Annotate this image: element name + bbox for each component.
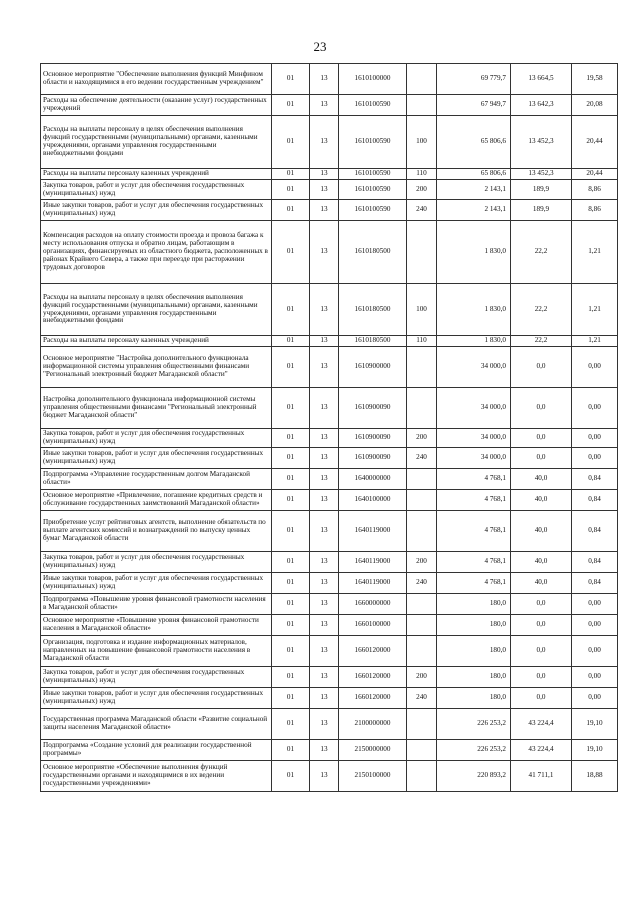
cell-csr: 1640119000 (339, 572, 407, 593)
cell-plan: 180,0 (437, 614, 511, 635)
cell-csr: 1660000000 (339, 593, 407, 614)
cell-fact: 0,0 (511, 614, 572, 635)
cell-vr: 240 (407, 572, 437, 593)
cell-plan: 4 768,1 (437, 551, 511, 572)
cell-plan: 34 000,0 (437, 447, 511, 468)
cell-rz: 01 (272, 551, 310, 572)
cell-plan: 1 830,0 (437, 221, 511, 284)
cell-csr: 1610180500 (339, 336, 407, 347)
cell-pct: 1,21 (572, 336, 618, 347)
cell-pr: 13 (310, 336, 339, 347)
cell-pr: 13 (310, 116, 339, 169)
cell-csr: 1640000000 (339, 468, 407, 489)
cell-name: Основное мероприятие "Настройка дополнительного функционала информационной системы управления общественными финансами "Региональный электронный бюджет Магаданской области" (41, 347, 272, 388)
cell-name: Подпрограмма «Создание условий для реализации государственной программы» (41, 739, 272, 760)
cell-vr (407, 614, 437, 635)
table-row (41, 284, 618, 336)
cell-vr (407, 468, 437, 489)
cell-pct: 0,00 (572, 447, 618, 468)
cell-rz: 01 (272, 388, 310, 429)
cell-csr: 1660100000 (339, 614, 407, 635)
cell-pr: 13 (310, 666, 339, 687)
cell-pr: 13 (310, 388, 339, 429)
cell-pct: 0,00 (572, 347, 618, 388)
page-number: 23 (313, 39, 327, 54)
table-row (41, 708, 618, 739)
cell-name: Закупка товаров, работ и услуг для обеспечения государственных (муниципальных) нужд (41, 551, 272, 572)
cell-name: Закупка товаров, работ и услуг для обеспечения государственных (муниципальных) нужд (41, 429, 272, 448)
table-row (41, 666, 618, 687)
cell-csr: 1660120000 (339, 666, 407, 687)
cell-rz: 01 (272, 614, 310, 635)
cell-pr: 13 (310, 687, 339, 708)
cell-rz: 01 (272, 116, 310, 169)
cell-name: Основное мероприятие "Обеспечение выполнения функций Минфином области и находящимися в его ведении государственным учреждением" (41, 64, 272, 95)
cell-pr: 13 (310, 64, 339, 95)
cell-plan: 4 768,1 (437, 572, 511, 593)
cell-vr: 240 (407, 200, 437, 221)
cell-pct: 0,00 (572, 635, 618, 666)
cell-vr: 200 (407, 180, 437, 200)
cell-vr (407, 347, 437, 388)
cell-csr: 1610100590 (339, 116, 407, 169)
cell-rz: 01 (272, 429, 310, 448)
cell-name: Иные закупки товаров, работ и услуг для обеспечения государственных (муниципальных) нужд (41, 200, 272, 221)
cell-pct: 0,00 (572, 687, 618, 708)
cell-pct: 0,00 (572, 593, 618, 614)
cell-rz: 01 (272, 336, 310, 347)
cell-name: Расходы на выплаты персоналу казенных учреждений (41, 336, 272, 347)
cell-pct: 20,44 (572, 116, 618, 169)
cell-pr: 13 (310, 284, 339, 336)
table-row (41, 687, 618, 708)
table-row (41, 635, 618, 666)
cell-fact: 189,9 (511, 180, 572, 200)
cell-name: Компенсация расходов на оплату стоимости проезда и провоза багажа к месту использования отпуска и обратно лицам, работающим в организациях, финансируемых из областного бюджета, расположенных в районах Крайнего Севера, а также при переезде при расторжении трудовых договоров (41, 221, 272, 284)
cell-rz: 01 (272, 221, 310, 284)
cell-fact: 0,0 (511, 593, 572, 614)
cell-pct: 0,00 (572, 666, 618, 687)
cell-pr: 13 (310, 221, 339, 284)
cell-plan: 69 779,7 (437, 64, 511, 95)
cell-fact: 41 711,1 (511, 760, 572, 791)
cell-fact: 43 224,4 (511, 739, 572, 760)
cell-name: Приобретение услуг рейтинговых агентств, выполнение обязательств по выплате агентских комиссий и вознаграждений по выпуску ценных бумаг Магаданской области (41, 510, 272, 551)
cell-pct: 8,86 (572, 180, 618, 200)
cell-pct: 19,10 (572, 708, 618, 739)
table-row (41, 95, 618, 116)
cell-plan: 4 768,1 (437, 489, 511, 510)
cell-fact: 22,2 (511, 284, 572, 336)
cell-csr: 1660120000 (339, 635, 407, 666)
cell-vr (407, 489, 437, 510)
cell-plan: 4 768,1 (437, 468, 511, 489)
table-row (41, 169, 618, 180)
cell-vr (407, 708, 437, 739)
cell-name: Иные закупки товаров, работ и услуг для обеспечения государственных (муниципальных) нужд (41, 572, 272, 593)
cell-csr: 1610100590 (339, 180, 407, 200)
cell-fact: 189,9 (511, 200, 572, 221)
cell-rz: 01 (272, 739, 310, 760)
cell-name: Иные закупки товаров, работ и услуг для обеспечения государственных (муниципальных) нужд (41, 687, 272, 708)
cell-rz: 01 (272, 510, 310, 551)
cell-name: Расходы на выплаты персоналу в целях обеспечения выполнения функций государственными (муниципальными) органами, казенными учреждениями, органами управления государственными внебюджетными фондами (41, 116, 272, 169)
cell-fact: 40,0 (511, 572, 572, 593)
cell-pct: 0,84 (572, 551, 618, 572)
cell-fact: 0,0 (511, 347, 572, 388)
cell-plan: 2 143,1 (437, 200, 511, 221)
cell-pr: 13 (310, 572, 339, 593)
table-row (41, 347, 618, 388)
cell-plan: 180,0 (437, 666, 511, 687)
cell-rz: 01 (272, 180, 310, 200)
table-row (41, 180, 618, 200)
cell-plan: 180,0 (437, 635, 511, 666)
cell-csr: 1610900090 (339, 429, 407, 448)
table-row (41, 510, 618, 551)
cell-rz: 01 (272, 64, 310, 95)
cell-rz: 01 (272, 200, 310, 221)
cell-pr: 13 (310, 169, 339, 180)
cell-rz: 01 (272, 284, 310, 336)
cell-pct: 0,84 (572, 572, 618, 593)
cell-vr (407, 760, 437, 791)
cell-vr (407, 739, 437, 760)
cell-fact: 40,0 (511, 468, 572, 489)
cell-fact: 0,0 (511, 635, 572, 666)
cell-fact: 40,0 (511, 551, 572, 572)
cell-name: Подпрограмма «Управление государственным долгом Магаданской области» (41, 468, 272, 489)
cell-csr: 2150100000 (339, 760, 407, 791)
cell-csr: 1640119000 (339, 551, 407, 572)
cell-csr: 1610100590 (339, 169, 407, 180)
cell-csr: 1610100590 (339, 200, 407, 221)
cell-rz: 01 (272, 347, 310, 388)
cell-pct: 0,00 (572, 388, 618, 429)
cell-rz: 01 (272, 95, 310, 116)
cell-plan: 226 253,2 (437, 708, 511, 739)
cell-pr: 13 (310, 708, 339, 739)
table-row (41, 760, 618, 791)
cell-plan: 180,0 (437, 687, 511, 708)
table-row (41, 551, 618, 572)
cell-rz: 01 (272, 169, 310, 180)
cell-fact: 0,0 (511, 388, 572, 429)
cell-pr: 13 (310, 447, 339, 468)
cell-pct: 18,88 (572, 760, 618, 791)
table-row (41, 64, 618, 95)
cell-name: Иные закупки товаров, работ и услуг для обеспечения государственных (муниципальных) нужд (41, 447, 272, 468)
cell-rz: 01 (272, 687, 310, 708)
cell-vr: 110 (407, 336, 437, 347)
cell-pr: 13 (310, 614, 339, 635)
cell-plan: 67 949,7 (437, 95, 511, 116)
table-row (41, 468, 618, 489)
cell-plan: 34 000,0 (437, 347, 511, 388)
cell-pr: 13 (310, 429, 339, 448)
cell-rz: 01 (272, 708, 310, 739)
cell-vr: 200 (407, 551, 437, 572)
cell-csr: 1660120000 (339, 687, 407, 708)
cell-pct: 0,00 (572, 429, 618, 448)
cell-pct: 0,84 (572, 510, 618, 551)
cell-fact: 40,0 (511, 489, 572, 510)
cell-rz: 01 (272, 468, 310, 489)
cell-csr: 1610100000 (339, 64, 407, 95)
cell-fact: 40,0 (511, 510, 572, 551)
budget-table (40, 63, 618, 792)
cell-pr: 13 (310, 760, 339, 791)
cell-fact: 13 452,3 (511, 116, 572, 169)
cell-csr: 1640119000 (339, 510, 407, 551)
cell-pr: 13 (310, 200, 339, 221)
cell-name: Основное мероприятие «Обеспечение выполнения функций государственными органами и находящимися в их ведении государственными учреждениями» (41, 760, 272, 791)
table-row (41, 200, 618, 221)
cell-rz: 01 (272, 572, 310, 593)
cell-pct: 0,84 (572, 489, 618, 510)
cell-pct: 19,58 (572, 64, 618, 95)
cell-name: Закупка товаров, работ и услуг для обеспечения государственных (муниципальных) нужд (41, 666, 272, 687)
cell-name: Государственная программа Магаданской области «Развитие социальной защиты населения Магаданской области» (41, 708, 272, 739)
cell-fact: 0,0 (511, 447, 572, 468)
cell-plan: 34 000,0 (437, 429, 511, 448)
cell-rz: 01 (272, 760, 310, 791)
table-row (41, 221, 618, 284)
cell-fact: 13 642,3 (511, 95, 572, 116)
cell-name: Настройка дополнительного функционала информационной системы управления общественными финансами "Региональный электронный бюджет Магаданской области" (41, 388, 272, 429)
cell-vr: 100 (407, 284, 437, 336)
cell-fact: 0,0 (511, 687, 572, 708)
cell-name: Организация, подготовка и издание информационных материалов, направленных на повышение финансовой грамотности населения в Магаданской области (41, 635, 272, 666)
cell-name: Расходы на обеспечение деятельности (оказание услуг) государственных учреждений (41, 95, 272, 116)
cell-name: Основное мероприятие «Повышение уровня финансовой грамотности населения в Магаданской области» (41, 614, 272, 635)
cell-pct: 8,86 (572, 200, 618, 221)
cell-name: Расходы на выплаты персоналу в целях обеспечения выполнения функций государственными (муниципальными) органами, казенными учреждениями, органами управления государственными внебюджетными фондами (41, 284, 272, 336)
cell-vr (407, 95, 437, 116)
cell-pct: 1,21 (572, 221, 618, 284)
cell-name: Основное мероприятие «Привлечение, погашение кредитных средств и обслуживание государственных заимствований Магаданской области» (41, 489, 272, 510)
cell-plan: 1 830,0 (437, 284, 511, 336)
cell-fact: 13 664,5 (511, 64, 572, 95)
cell-csr: 1610100590 (339, 95, 407, 116)
cell-pr: 13 (310, 551, 339, 572)
cell-rz: 01 (272, 666, 310, 687)
cell-pr: 13 (310, 739, 339, 760)
cell-csr: 1610900000 (339, 347, 407, 388)
cell-name: Расходы на выплаты персоналу казенных учреждений (41, 169, 272, 180)
table-row (41, 593, 618, 614)
cell-csr: 2150000000 (339, 739, 407, 760)
cell-pr: 13 (310, 489, 339, 510)
table-row (41, 116, 618, 169)
cell-fact: 22,2 (511, 221, 572, 284)
cell-pr: 13 (310, 593, 339, 614)
cell-pct: 20,08 (572, 95, 618, 116)
cell-csr: 1610900090 (339, 388, 407, 429)
cell-fact: 13 452,3 (511, 169, 572, 180)
cell-pr: 13 (310, 95, 339, 116)
cell-plan: 34 000,0 (437, 388, 511, 429)
table-row (41, 572, 618, 593)
cell-rz: 01 (272, 489, 310, 510)
cell-plan: 226 253,2 (437, 739, 511, 760)
cell-plan: 2 143,1 (437, 180, 511, 200)
cell-vr: 200 (407, 666, 437, 687)
cell-pr: 13 (310, 180, 339, 200)
cell-pct: 19,10 (572, 739, 618, 760)
table-row (41, 447, 618, 468)
cell-pct: 0,00 (572, 614, 618, 635)
cell-csr: 1610180500 (339, 221, 407, 284)
cell-plan: 65 806,6 (437, 169, 511, 180)
cell-name: Подпрограмма «Повышение уровня финансовой грамотности населения в Магаданской области» (41, 593, 272, 614)
cell-vr (407, 64, 437, 95)
cell-csr: 1610180500 (339, 284, 407, 336)
cell-csr: 1610900090 (339, 447, 407, 468)
cell-plan: 220 893,2 (437, 760, 511, 791)
cell-pr: 13 (310, 468, 339, 489)
cell-vr (407, 593, 437, 614)
cell-name: Закупка товаров, работ и услуг для обеспечения государственных (муниципальных) нужд (41, 180, 272, 200)
cell-pr: 13 (310, 347, 339, 388)
cell-fact: 22,2 (511, 336, 572, 347)
table-row (41, 388, 618, 429)
cell-pr: 13 (310, 635, 339, 666)
cell-fact: 0,0 (511, 666, 572, 687)
cell-pct: 0,84 (572, 468, 618, 489)
cell-fact: 0,0 (511, 429, 572, 448)
cell-pr: 13 (310, 510, 339, 551)
cell-vr: 100 (407, 116, 437, 169)
cell-vr: 240 (407, 687, 437, 708)
table-row (41, 614, 618, 635)
cell-vr: 200 (407, 429, 437, 448)
cell-pct: 1,21 (572, 284, 618, 336)
cell-vr (407, 221, 437, 284)
cell-plan: 65 806,6 (437, 116, 511, 169)
cell-rz: 01 (272, 635, 310, 666)
cell-plan: 4 768,1 (437, 510, 511, 551)
table-row (41, 739, 618, 760)
cell-csr: 2100000000 (339, 708, 407, 739)
cell-rz: 01 (272, 593, 310, 614)
cell-fact: 43 224,4 (511, 708, 572, 739)
cell-rz: 01 (272, 447, 310, 468)
cell-vr: 240 (407, 447, 437, 468)
cell-plan: 1 830,0 (437, 336, 511, 347)
table-row (41, 429, 618, 448)
cell-plan: 180,0 (437, 593, 511, 614)
cell-vr (407, 635, 437, 666)
table-row (41, 336, 618, 347)
cell-vr: 110 (407, 169, 437, 180)
table-row (41, 489, 618, 510)
cell-csr: 1640100000 (339, 489, 407, 510)
cell-pct: 20,44 (572, 169, 618, 180)
cell-vr (407, 510, 437, 551)
cell-vr (407, 388, 437, 429)
